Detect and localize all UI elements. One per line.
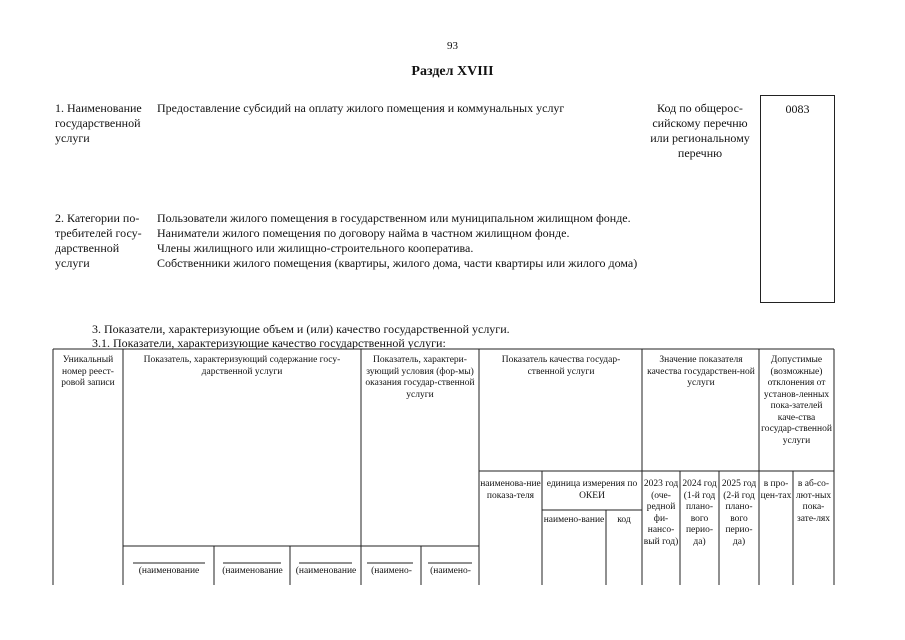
year-2024-header: 2024 год (1-й год плано-вого перио-да) bbox=[682, 479, 717, 547]
consumers-label: 2. Категории по-требителей госу-дарственной услуги bbox=[55, 211, 142, 270]
service-name-label: 1. Наименование государственной услуги bbox=[55, 101, 142, 145]
sub-unit-name: наимено-вание bbox=[543, 515, 605, 525]
col-registry-header: Уникальный номер реест-ровой записи bbox=[61, 355, 115, 388]
sub-unit-header: единица измерения по ОКЕИ bbox=[546, 479, 638, 501]
col-quality-header: Показатель качества государ-ственной услуги bbox=[501, 355, 621, 377]
consumer-item: Пользователи жилого помещения в государственном или муниципальном жилищном фонде. bbox=[157, 211, 631, 225]
service-code-value: 0083 bbox=[760, 95, 835, 303]
section-title: Раздел XVIII bbox=[411, 64, 494, 79]
sub-unit-code: код bbox=[617, 515, 631, 525]
dev-percent-header: в про-цен-тах bbox=[760, 479, 792, 501]
service-code-label: Код по общерос-сийскому перечню или региональному перечню bbox=[650, 101, 750, 160]
content-name-cell-3: (наименование bbox=[295, 566, 357, 576]
indicators-heading: 3. Показатели, характеризующие объем и (или) качество государственной услуги. bbox=[92, 322, 510, 336]
conditions-name-cell-1: (наимено- bbox=[371, 566, 412, 576]
col-conditions-header: Показатель, характери-зующий условия (фор-мы) оказания государ-ственной услуги bbox=[365, 355, 475, 400]
dev-absolute-header: в аб-со-лют-ных пока-зате-лях bbox=[795, 479, 832, 524]
indicators-subheading: 3.1. Показатели, характеризующие качество государственной услуги: bbox=[92, 336, 446, 350]
content-name-cell-1: (наименование bbox=[138, 566, 200, 576]
service-name-value: Предоставление субсидий на оплату жилого помещения и коммунальных услуг bbox=[157, 101, 565, 115]
sub-indicator-name: наименова-ние показа-теля bbox=[480, 479, 541, 501]
page-number: 93 bbox=[447, 40, 458, 52]
consumer-item: Собственники жилого помещения (квартиры, жилого дома, части квартиры или жилого дома) bbox=[157, 256, 638, 270]
year-2023-header: 2023 год (оче-редной фи-нансо-вый год) bbox=[643, 479, 679, 547]
content-name-cell-2: (наименование bbox=[222, 566, 283, 576]
conditions-name-cell-2: (наимено- bbox=[430, 566, 471, 576]
col-values-header: Значение показателя качества государствен-ной услуги bbox=[647, 355, 755, 388]
year-2025-header: 2025 год (2-й год плано-вого перио-да) bbox=[721, 479, 757, 547]
consumer-item: Наниматели жилого помещения по договору найма в частном жилищном фонде. bbox=[157, 226, 570, 240]
col-content-header: Показатель, характеризующий содержание госу-дарственной услуги bbox=[143, 355, 341, 377]
consumer-item: Члены жилищного или жилищно-строительного кооператива. bbox=[157, 241, 474, 255]
col-deviation-header: Допустимые (возможные) отклонения от установ-ленных пока-зателей каче-ства государ-ственной услуги bbox=[761, 355, 832, 446]
